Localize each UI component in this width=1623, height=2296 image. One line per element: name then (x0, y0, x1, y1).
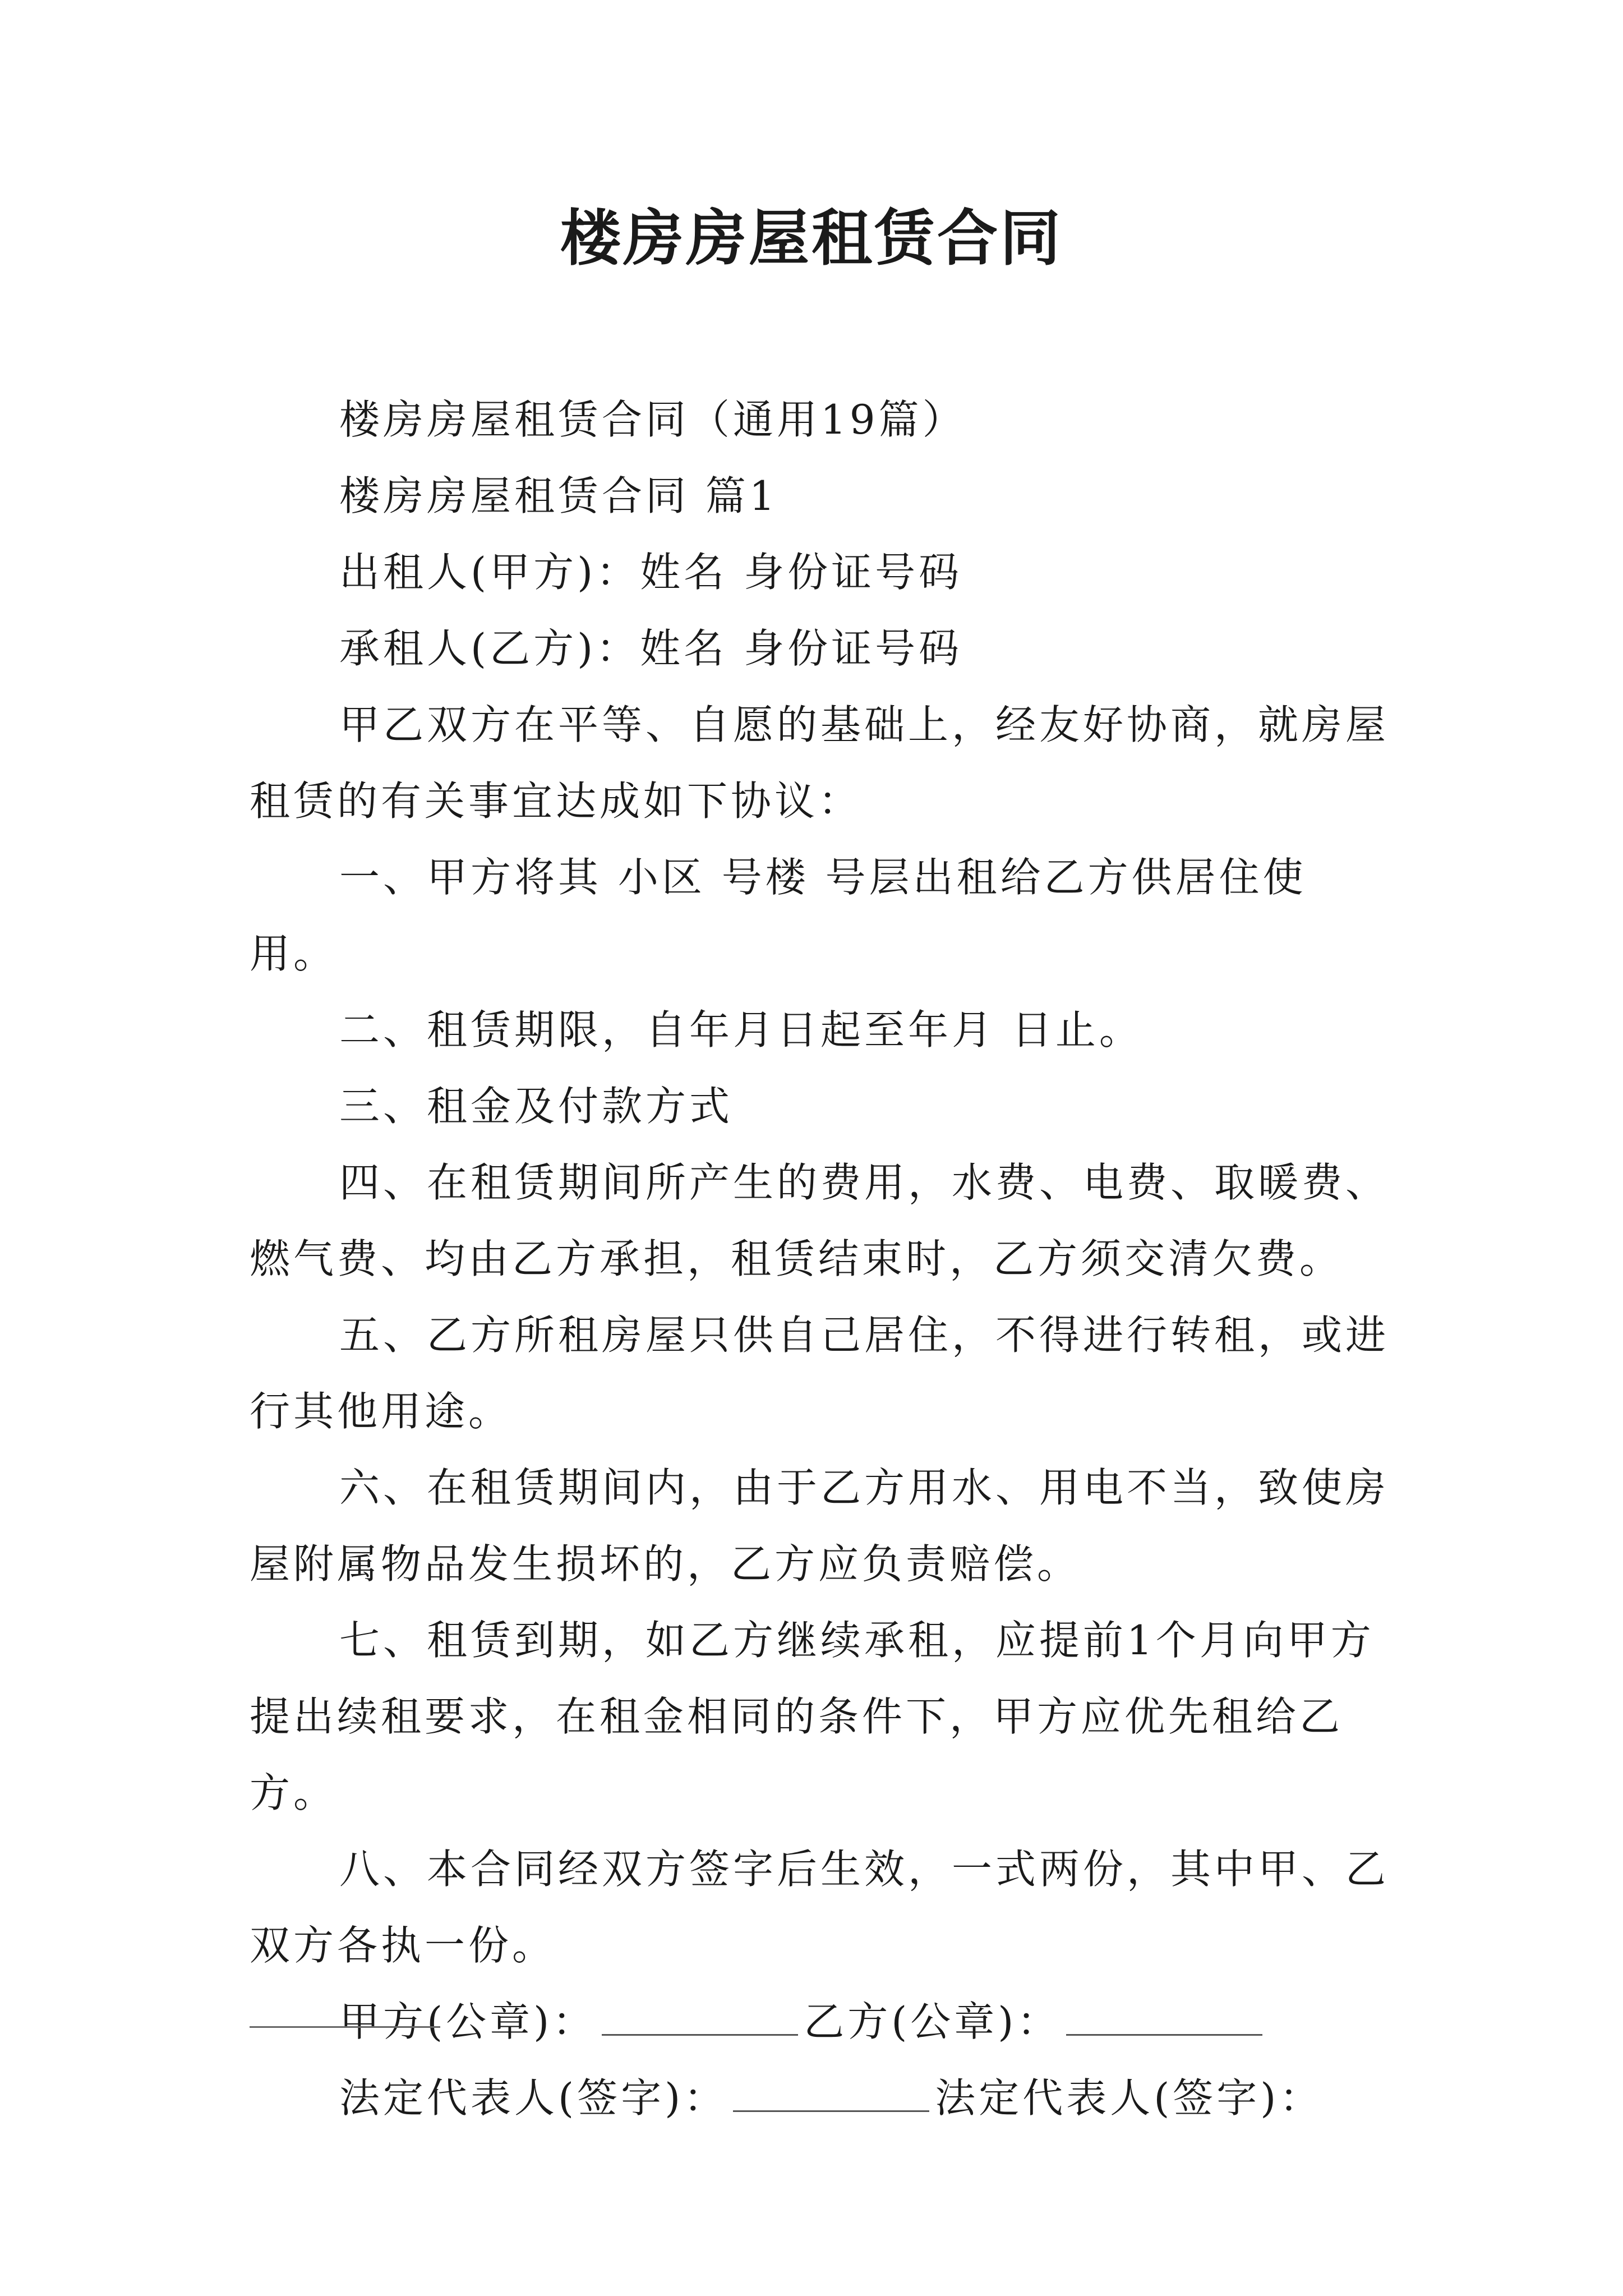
document-body (250, 381, 1394, 2136)
party-b-seal-label: 乙方(公章)： (804, 1998, 1061, 2045)
party-b-seal-blank (1066, 2000, 1262, 2036)
party-a-rep-blank (733, 2077, 929, 2112)
paragraph-preamble: 甲乙双方在平等、自愿的基础上，经友好协商，就房屋租赁的有关事宜达成如下协议： (250, 701, 1390, 825)
party-b-rep-label: 法定代表人(签字)： (935, 2074, 1324, 2122)
paragraph-clause-3: 三、租金及付款方式 (339, 1083, 734, 1130)
signature-rep-line (250, 2060, 1394, 2136)
paragraph-clause-2: 二、租赁期限，自年月日起至年月 日止。 (339, 1006, 1143, 1053)
party-a-seal-label: 甲方(公章)： (339, 1998, 597, 2045)
paragraph-clause-1: 一、甲方将其 小区 号楼 号层出租给乙方供居住使用。 (250, 854, 1307, 977)
party-b-rep-blank (250, 2026, 440, 2028)
paragraph-clause-5: 五、乙方所租房屋只供自己居住，不得进行转租，或进行其他用途。 (250, 1312, 1390, 1435)
party-a-rep-label: 法定代表人(签字)： (339, 2074, 728, 2122)
paragraph-clause-8: 八、本合同经双方签字后生效，一式两份，其中甲、乙双方各执一份。 (250, 1846, 1390, 1969)
paragraph-clause-4: 四、在租赁期间所产生的费用，水费、电费、取暖费、燃气费、均由乙方承担，租赁结束时，乙方须交清欠费。 (250, 1159, 1390, 1282)
paragraph-clause-7: 七、租赁到期，如乙方继续承租，应提前1个月向甲方提出续租要求，在租金相同的条件下，甲方应优先租给乙方。 (250, 1617, 1375, 1816)
paragraph-subtitle: 楼房房屋租赁合同（通用19篇） (339, 396, 966, 443)
paragraph-clause-6: 六、在租赁期间内，由于乙方用水、用电不当，致使房屋附属物品发生损坏的，乙方应负责赔偿。 (250, 1464, 1390, 1588)
signature-seal-line (250, 1984, 1394, 2060)
document-title: 楼房房屋租赁合同 (560, 203, 1063, 274)
party-a-seal-blank (602, 2000, 798, 2036)
paragraph-lessee: 承租人(乙方)：姓名 身份证号码 (339, 625, 963, 672)
paragraph-section-heading: 楼房房屋租赁合同 篇1 (339, 472, 778, 519)
paragraph-lessor: 出租人(甲方)：姓名 身份证号码 (339, 549, 963, 596)
